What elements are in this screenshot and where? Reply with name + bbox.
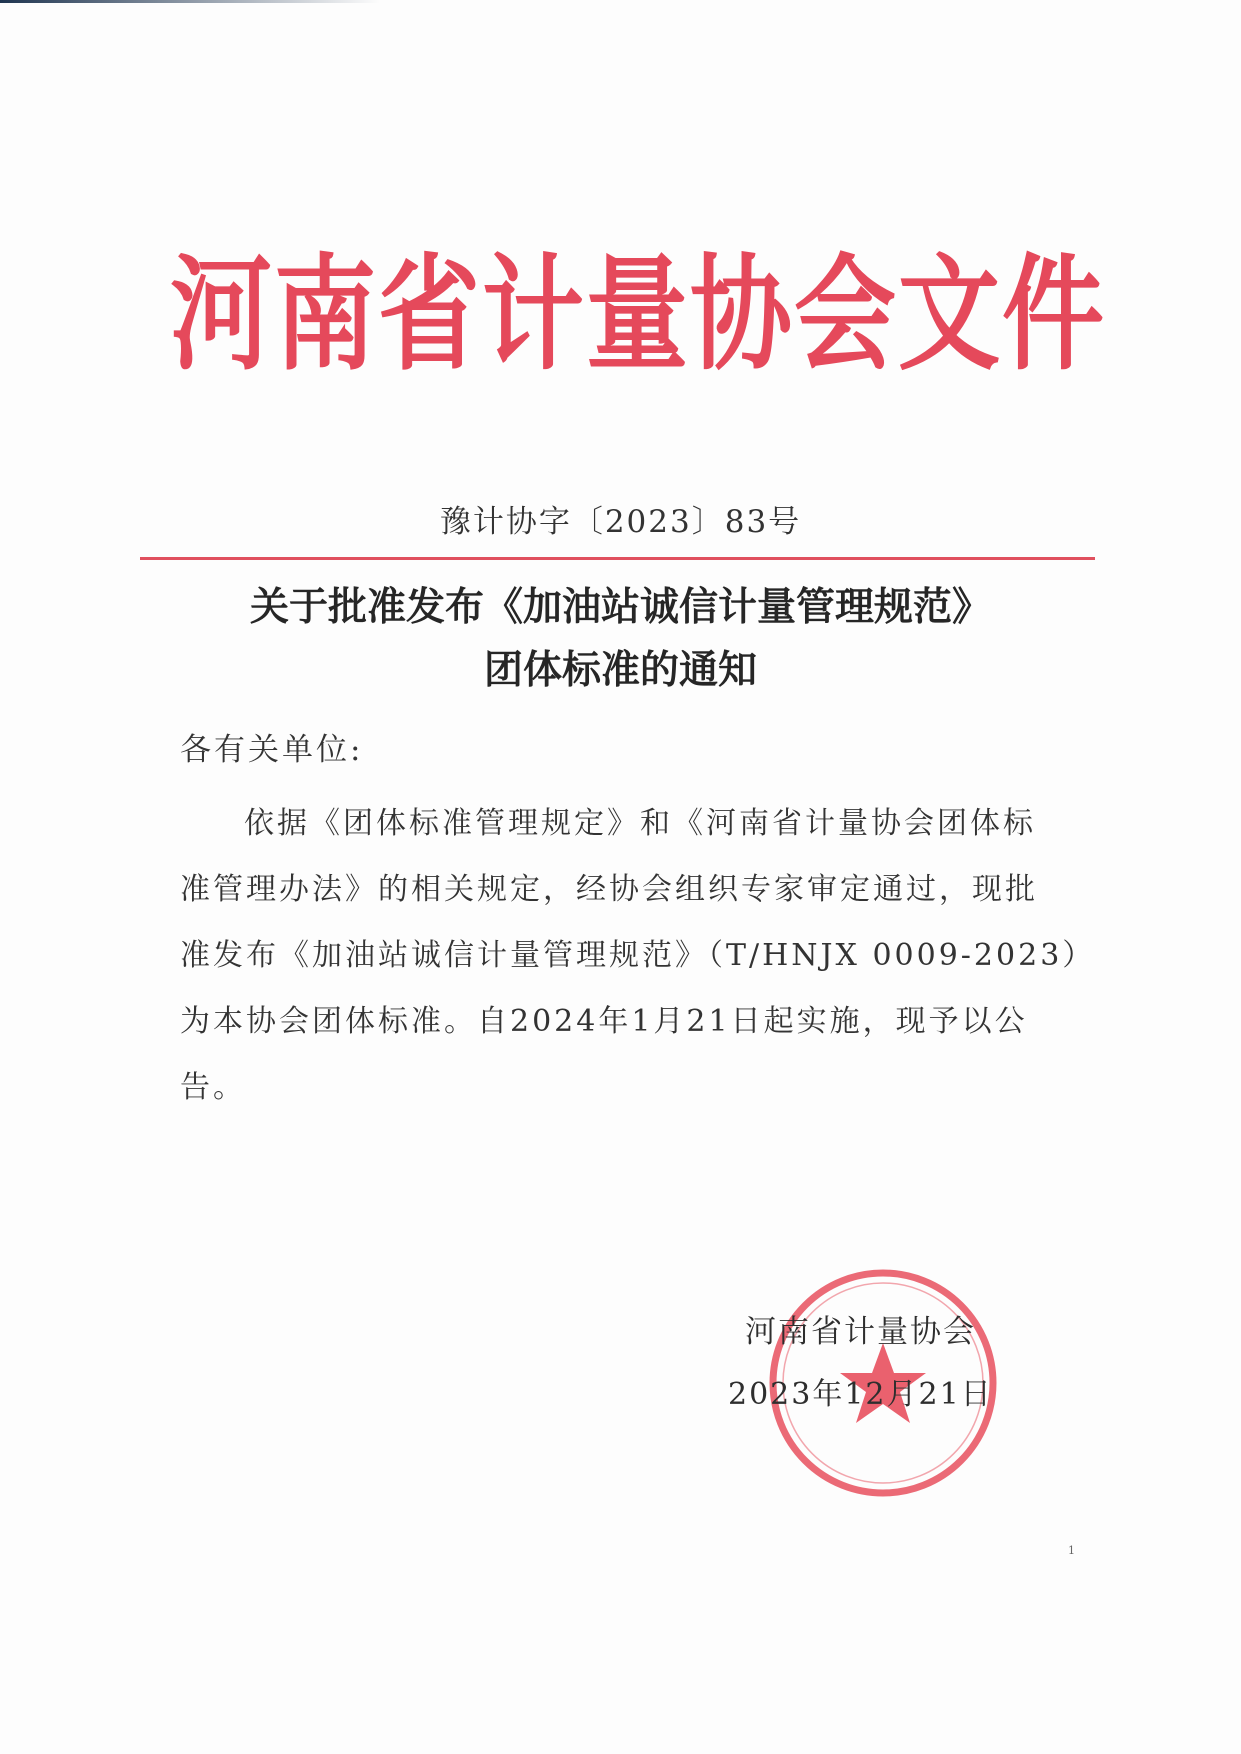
scan-edge <box>0 0 380 3</box>
page-number: 1 <box>1068 1544 1075 1557</box>
body-line: 告。 <box>180 1070 246 1105</box>
notice-title-line-1: 关于批准发布《加油站诚信计量管理规范》 <box>249 585 991 630</box>
body-line: 准管理办法》的相关规定，经协会组织专家审定通过，现批 <box>180 872 1038 907</box>
signature-date: 2023年12月21日 <box>728 1377 993 1412</box>
body-line: 依据《团体标准管理规定》和《河南省计量协会团体标 <box>244 806 1036 841</box>
body-line: 准发布《加油站诚信计量管理规范》（T/HNJX 0009-2023） <box>180 938 1096 973</box>
body-line: 为本协会团体标准。自2024年1月21日起实施，现予以公 <box>180 1004 1028 1039</box>
masthead-title: 河南省计量协会文件 <box>170 241 1106 389</box>
document-number: 豫计协字〔2023〕83号 <box>439 504 802 540</box>
notice-title-line-2: 团体标准的通知 <box>483 648 757 693</box>
red-divider-line <box>140 557 1095 560</box>
notice-body <box>180 791 1096 1121</box>
signature-organization: 河南省计量协会 <box>745 1314 976 1350</box>
salutation: 各有关单位: <box>180 732 364 768</box>
